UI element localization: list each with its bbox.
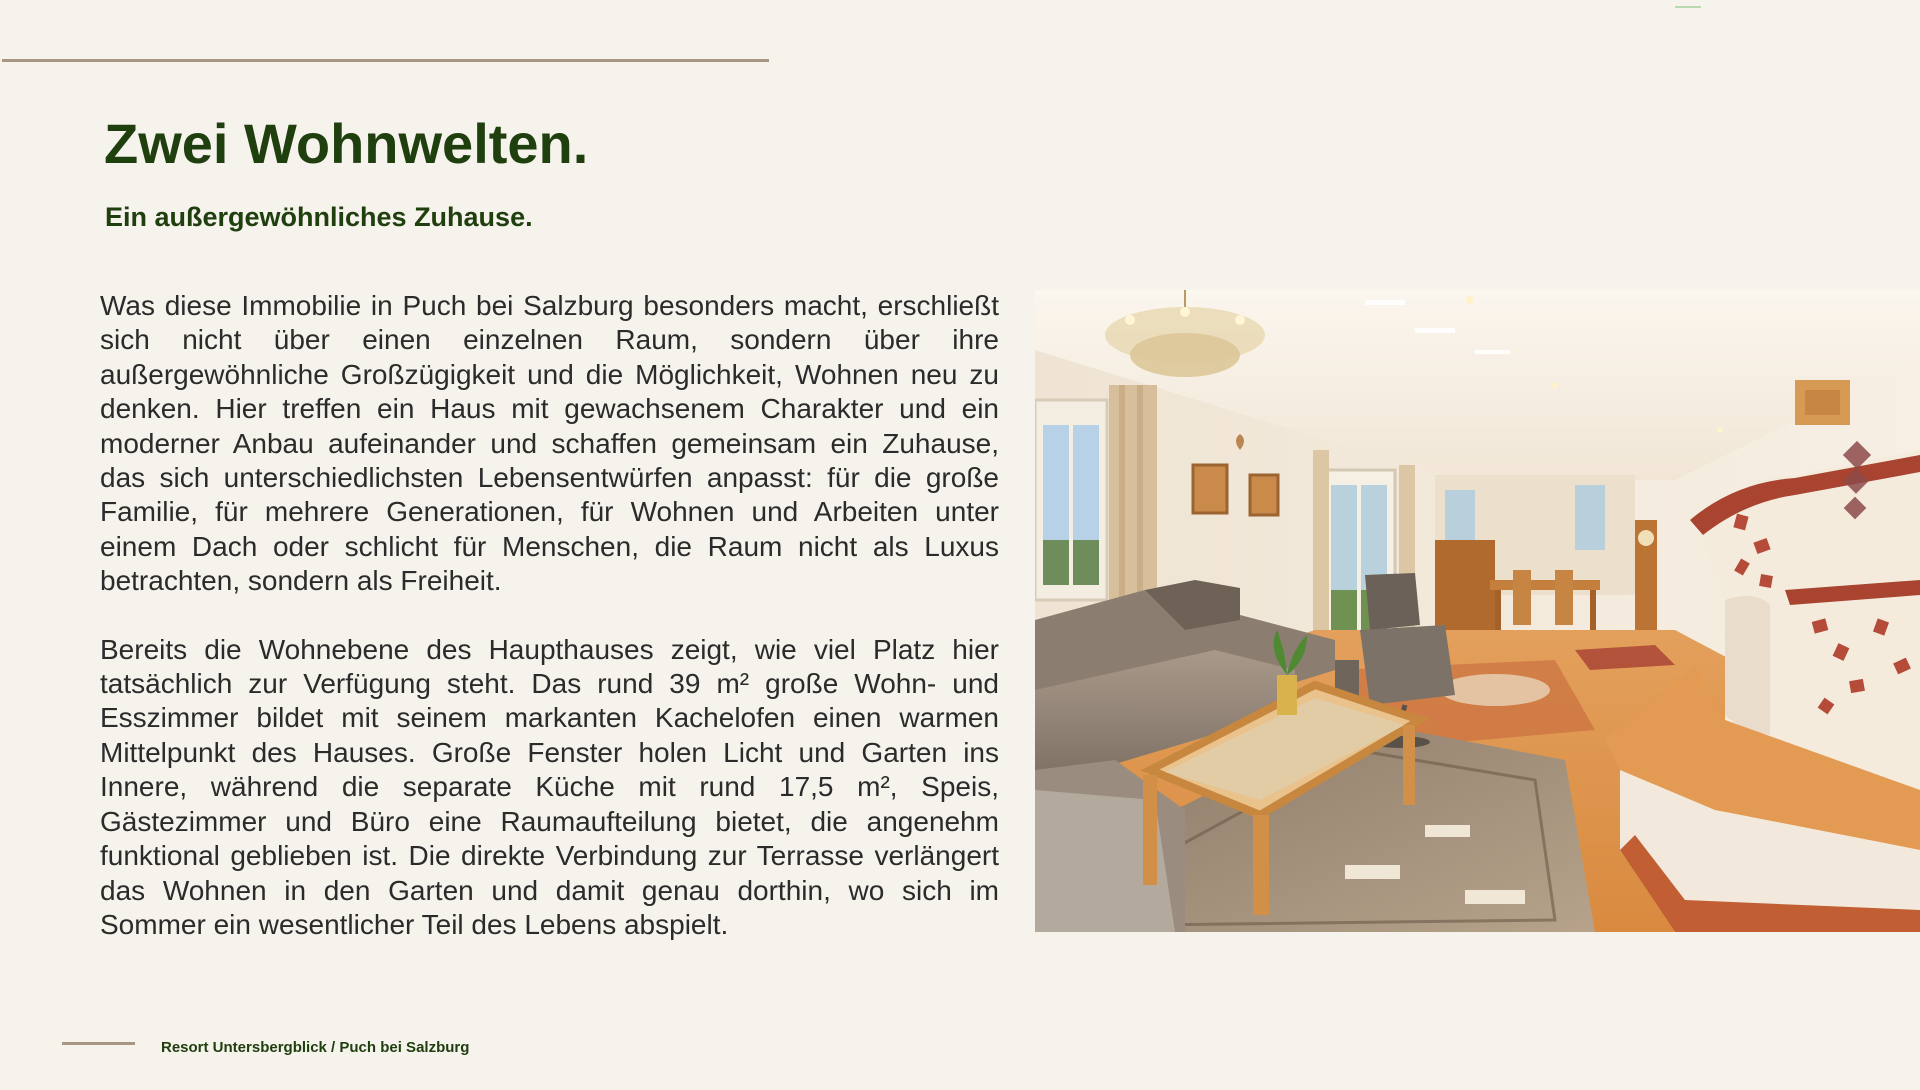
- corner-accent-line: [1675, 6, 1701, 8]
- body-paragraph-2: Bereits die Wohnebene des Haupthauses zeigt, wie viel Platz hier tatsächlich zur Verfügung steht. Das rund 39 m² große Wohn- und Esszimmer bildet mit seinem markanten Kachelofen einen warmen Mittelpunkt des Hauses. Große Fenster holen Licht und Garten ins Innere, während die separate Küche mit rund 17,5 m², Speis, Gästezimmer und Büro eine Raumaufteilung bietet, die angenehm funktional geblieben ist. Die direkte Verbindung zur Terrasse verlängert das Wohnen in den Garten und damit genau dorthin, wo sich im Sommer ein wesentlicher Teil des Lebens abspielt.: [100, 633, 999, 940]
- footer-divider-line: [62, 1042, 135, 1045]
- living-room-photo: [1035, 290, 1920, 932]
- body-paragraph-1: Was diese Immobilie in Puch bei Salzburg besonders macht, erschließt sich nicht über einen einzelnen Raum, sondern über ihre außergewöhnliche Großzügigkeit und die Möglichkeit, Wohnen neu zu denken. Hier treffen ein Haus mit gewachsenem Charakter und ein moderner Anbau aufeinander und schaffen gemeinsam ein Zuhause, das sich unterschiedlichsten Lebensentwürfen anpasst: für die große Familie, für mehrere Generationen, für Wohnen und Arbeiten unter einem Dach oder schlicht für Menschen, die Raum nicht als Luxus betrachten, sondern als Freiheit.: [100, 290, 999, 597]
- page-subtitle: Ein außergewöhnliches Zuhause.: [105, 202, 533, 232]
- footer-label: Resort Untersbergblick / Puch bei Salzburg: [161, 1039, 470, 1056]
- living-room-illustration: [1035, 290, 1920, 932]
- top-divider-line: [2, 59, 769, 62]
- page-title: Zwei Wohnwelten.: [104, 112, 589, 175]
- body-text-block: [100, 289, 999, 942]
